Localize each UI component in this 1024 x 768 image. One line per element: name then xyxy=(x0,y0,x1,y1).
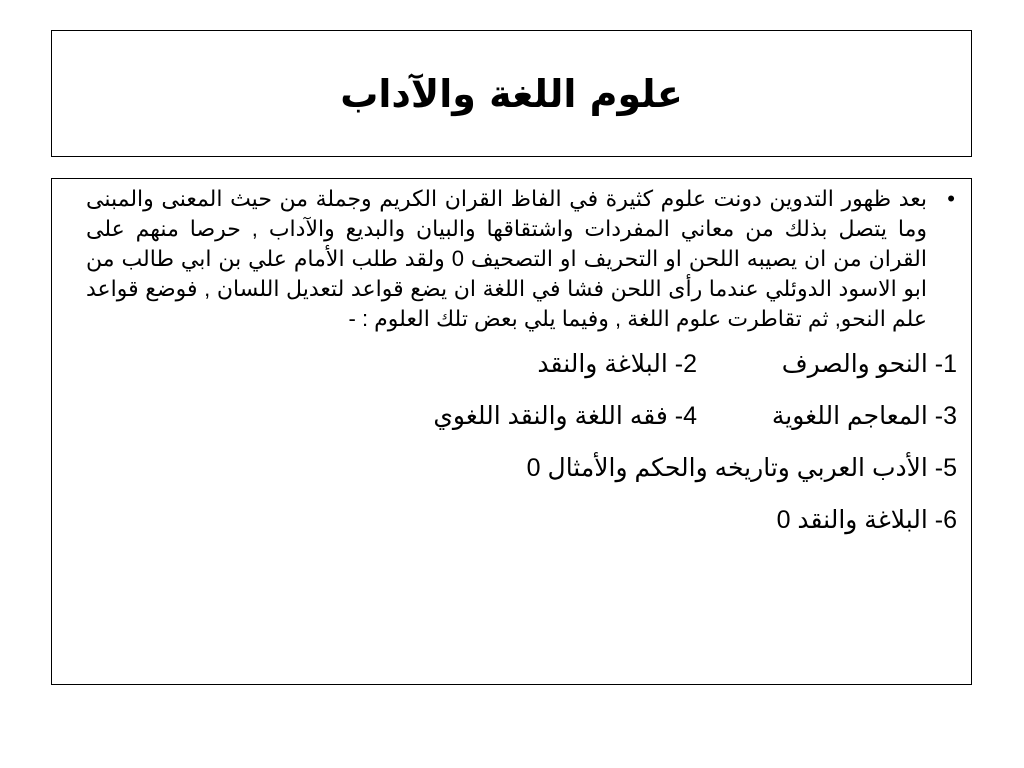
bullet-line: علوم اللغة , وفيما يلي بعض تلك العلوم : - xyxy=(348,306,722,331)
list-item: 1- النحو والصرف xyxy=(781,350,957,378)
list-row xyxy=(66,442,957,494)
list-item: 4- فقه اللغة والنقد اللغوي xyxy=(433,402,697,430)
list-item: 3- المعاجم اللغوية xyxy=(771,402,957,430)
title-box xyxy=(51,30,972,157)
slide-title: علوم اللغة والآداب xyxy=(340,71,683,116)
list-row xyxy=(66,494,957,546)
content-box xyxy=(51,178,972,685)
bullet-line: بعد ظهور التدوين دونت علوم كثيرة في الفاظ القران الكريم وجملة xyxy=(315,186,927,211)
bullet-line: من حيث المعنى والمبنى وما يتصل بذلك من معاني المفردات xyxy=(86,186,927,241)
list-row xyxy=(66,338,957,390)
list-item: 2- البلاغة والنقد xyxy=(537,350,697,378)
bullet-line: واشتقاقها والبيان والبديع والآداب , حرصا منهم على القران من ان xyxy=(86,216,927,271)
sciences-list xyxy=(66,338,957,546)
list-row xyxy=(66,390,957,442)
bullet-paragraph xyxy=(66,184,957,334)
list-item: 5- الأدب العربي وتاريخه والحكم والأمثال 0 xyxy=(526,454,957,482)
bullet-line: يضع قواعد لتعديل اللسان , فوضع قواعد علم النحو, ثم تقاطرت xyxy=(86,276,927,331)
bullet-line: يصيبه اللحن او التحريف او التصحيف 0 ولقد طلب الأمام علي بن xyxy=(218,246,798,271)
list-item: 6- البلاغة والنقد 0 xyxy=(776,506,957,534)
bullet-line: ابي طالب من ابو الاسود الدوئلي عندما رأى اللحن فشا في اللغة ان xyxy=(86,246,927,301)
bullet-icon: • xyxy=(947,186,955,211)
